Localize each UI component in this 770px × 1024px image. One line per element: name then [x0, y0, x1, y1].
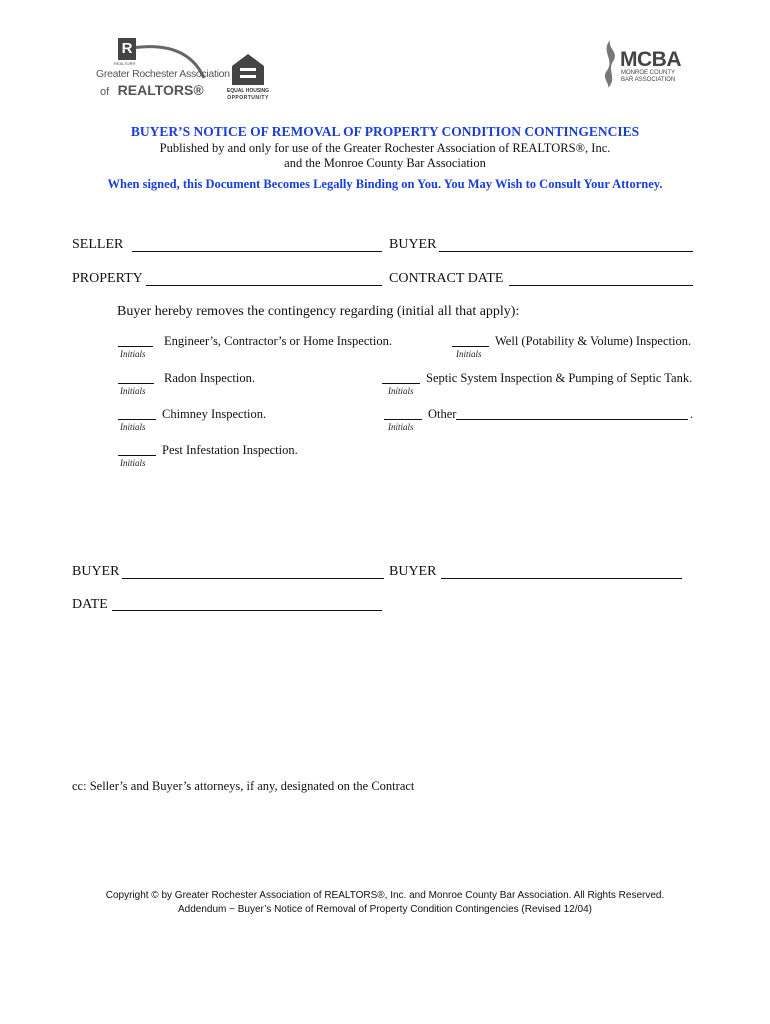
property-field[interactable] [146, 285, 382, 286]
radon-inspection-label: Radon Inspection. [164, 371, 255, 385]
equal-housing-icon [230, 52, 266, 86]
signature-buyer2-label: BUYER [389, 564, 437, 579]
property-label: PROPERTY [72, 271, 143, 286]
signature-date-field[interactable] [112, 610, 382, 611]
other-label: Other [428, 407, 457, 421]
buyer-field[interactable] [439, 251, 693, 252]
contract-date-field[interactable] [509, 285, 693, 286]
septic-initials-caption: Initials [388, 386, 414, 396]
chimney-inspection-label: Chimney Inspection. [162, 407, 267, 421]
contract-date-label: CONTRACT DATE [389, 271, 504, 286]
footer-copyright: Copyright © by Greater Rochester Association of REALTORS®, Inc. and Monroe County Bar Association. All Rights Reserved. [105, 890, 665, 901]
other-initials-field[interactable] [384, 419, 422, 420]
seller-field[interactable] [132, 251, 382, 252]
legal-warning: When signed, this Document Becomes Legally Binding on You. You May Wish to Consult Your Attorney. [107, 177, 663, 191]
chimney-initials-caption: Initials [120, 422, 146, 432]
equal-housing-line2: OPPORTUNITY [227, 95, 269, 101]
realtor-logo-name: REALTORS® [117, 82, 204, 98]
signature-buyer1-label: BUYER [72, 564, 120, 579]
well-inspection-label: Well (Potability & Volume) Inspection. [495, 334, 692, 348]
septic-inspection-label: Septic System Inspection & Pumping of Septic Tank. [426, 371, 693, 385]
mcba-line2: BAR ASSOCIATION [621, 77, 676, 83]
well-initials-caption: Initials [456, 349, 482, 359]
signature-buyer2-field[interactable] [441, 578, 682, 579]
signature-date-label: DATE [72, 597, 108, 612]
engineer-inspection-label: Engineer’s, Contractor’s or Home Inspection. [164, 334, 392, 348]
mcba-line1: MONROE COUNTY [621, 70, 675, 76]
engineer-initials-caption: Initials [120, 349, 146, 359]
published-line-1: Published by and only for use of the Greater Rochester Association of REALTORS®, Inc. [159, 141, 611, 155]
equal-housing-line1: EQUAL HOUSING [226, 88, 270, 94]
realtor-logo [92, 38, 230, 102]
mcba-abbr: MCBA [620, 48, 681, 71]
cc-note: cc: Seller’s and Buyer’s attorneys, if any, designated on the Contract [72, 779, 415, 793]
realtor-r-block-icon [118, 38, 136, 60]
well-initials-field[interactable] [452, 346, 489, 347]
intro-text: Buyer hereby removes the contingency regarding (initial all that apply): [117, 304, 520, 319]
other-description-field[interactable] [456, 419, 688, 420]
published-line-2: and the Monroe County Bar Association [284, 156, 486, 170]
equal-housing-logo [222, 52, 274, 104]
seller-label: SELLER [72, 237, 124, 252]
realtor-logo-line1: Greater Rochester Association [96, 68, 230, 80]
other-end-punct: . [690, 407, 694, 421]
document-title: BUYER’S NOTICE OF REMOVAL OF PROPERTY CONDITION CONTINGENCIES [130, 124, 640, 139]
realtor-r-letter: R [121, 40, 133, 57]
chimney-initials-field[interactable] [118, 419, 156, 420]
realtor-small-mark: REALTOR® [114, 61, 136, 66]
pest-inspection-label: Pest Infestation Inspection. [162, 443, 298, 457]
buyer-label: BUYER [389, 237, 437, 252]
radon-initials-caption: Initials [120, 386, 146, 396]
radon-initials-field[interactable] [118, 383, 154, 384]
mcba-flame-icon [598, 38, 620, 90]
realtor-logo-of: of [100, 86, 110, 98]
footer-addendum: Addendum ~ Buyer’s Notice of Removal of Property Condition Contingencies (Revised 12/04) [177, 904, 593, 915]
pest-initials-field[interactable] [118, 455, 156, 456]
engineer-initials-field[interactable] [118, 346, 153, 347]
signature-buyer1-field[interactable] [122, 578, 384, 579]
septic-initials-field[interactable] [382, 383, 420, 384]
other-initials-caption: Initials [388, 422, 414, 432]
mcba-logo [596, 38, 686, 94]
pest-initials-caption: Initials [120, 458, 146, 468]
